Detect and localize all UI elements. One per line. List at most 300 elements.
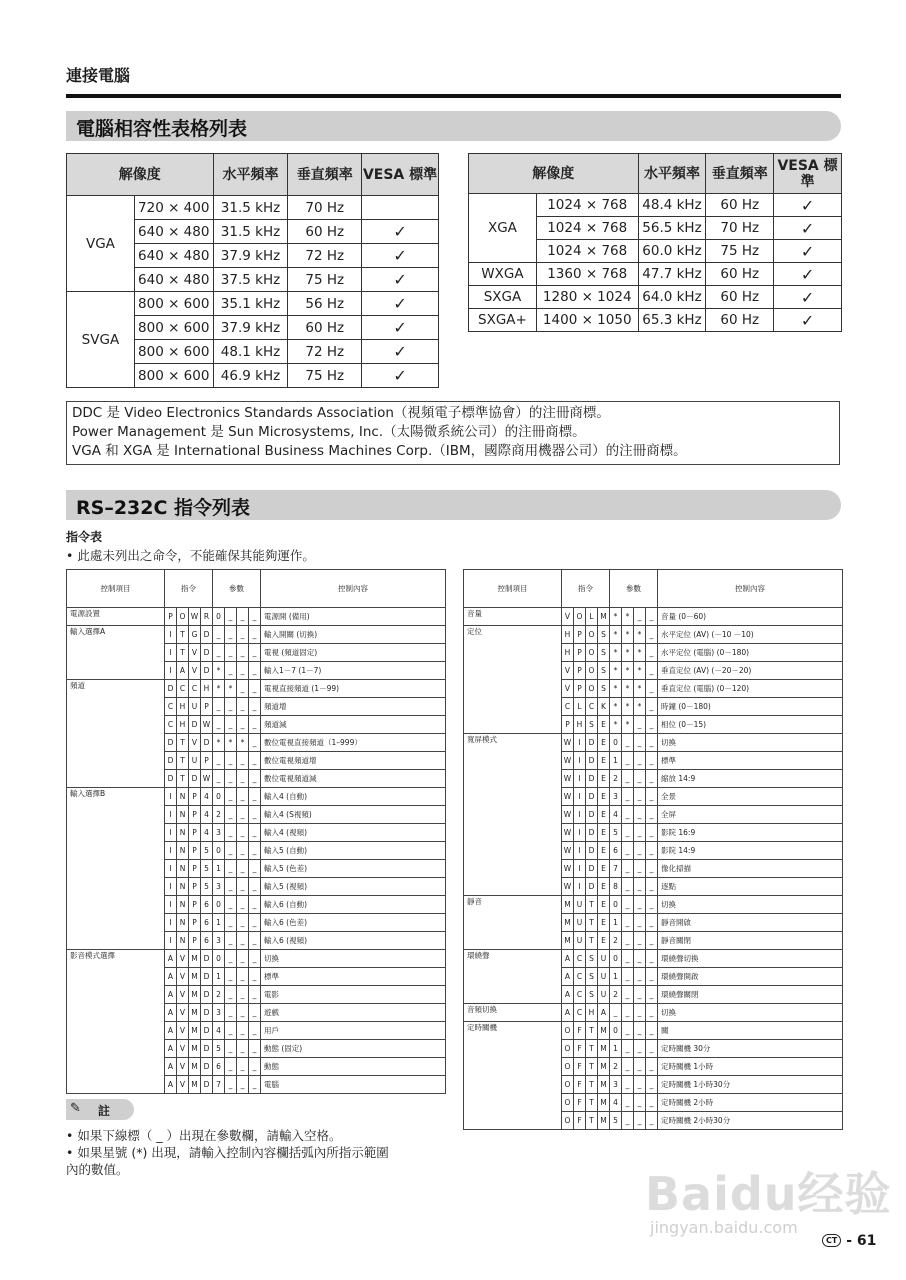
- control-item-cell: 輸入選擇B: [67, 788, 165, 806]
- command-char: W: [562, 770, 574, 788]
- control-content-cell: 遊戲: [261, 1004, 446, 1022]
- parameter-char: 2: [213, 806, 225, 824]
- parameter-char: _: [622, 1004, 634, 1022]
- parameter-char: _: [622, 986, 634, 1004]
- parameter-char: _: [622, 878, 634, 896]
- control-item-cell: [67, 1076, 165, 1094]
- command-char: E: [598, 842, 610, 860]
- notes-label: [66, 1099, 134, 1120]
- command-char: S: [586, 716, 598, 734]
- command-char: E: [598, 860, 610, 878]
- vesa-check-icon: ✓: [774, 286, 842, 309]
- table-row: [464, 1022, 843, 1040]
- table-row: [464, 680, 843, 698]
- command-char: T: [586, 1076, 598, 1094]
- parameter-char: _: [646, 680, 658, 698]
- table-row: [67, 950, 446, 968]
- hfreq-cell: 37.5 kHz: [213, 268, 288, 292]
- group-name: XGA: [469, 194, 537, 263]
- command-char: V: [562, 680, 574, 698]
- col-header-command: 指令: [165, 570, 213, 608]
- command-table-note: • 此處未列出之命令，不能確保其能夠運作。: [66, 548, 315, 563]
- command-char: A: [165, 1004, 177, 1022]
- command-table-heading: 指令表: [66, 530, 103, 544]
- control-item-cell: [464, 698, 562, 716]
- command-char: V: [177, 986, 189, 1004]
- control-content-cell: 切換: [658, 734, 843, 752]
- parameter-char: _: [237, 1076, 249, 1094]
- command-char: O: [562, 1058, 574, 1076]
- command-char: M: [598, 1112, 610, 1130]
- parameter-char: _: [249, 932, 261, 950]
- parameter-char: _: [249, 752, 261, 770]
- command-char: E: [598, 752, 610, 770]
- command-char: O: [574, 608, 586, 626]
- control-content-cell: 垂直定位 (電腦) (0－120): [658, 680, 843, 698]
- parameter-char: _: [237, 1004, 249, 1022]
- control-item-cell: [464, 662, 562, 680]
- command-char: D: [586, 770, 598, 788]
- command-char: E: [598, 824, 610, 842]
- command-char: I: [165, 788, 177, 806]
- command-char: C: [574, 950, 586, 968]
- vfreq-cell: 75 Hz: [288, 268, 362, 292]
- control-content-cell: 全景: [658, 788, 843, 806]
- parameter-char: 3: [610, 788, 622, 806]
- parameter-char: _: [249, 824, 261, 842]
- control-content-cell: 電視 (頻道固定): [261, 644, 446, 662]
- command-char: A: [562, 1004, 574, 1022]
- command-char: D: [586, 878, 598, 896]
- parameter-char: 0: [213, 842, 225, 860]
- parameter-char: 3: [213, 1004, 225, 1022]
- vesa-check-icon: ✓: [362, 364, 439, 388]
- parameter-char: 2: [610, 770, 622, 788]
- command-char: T: [586, 1058, 598, 1076]
- section-title-rs232: RS–232C 指令列表: [76, 497, 251, 519]
- control-item-cell: [464, 1112, 562, 1130]
- command-char: V: [189, 644, 201, 662]
- command-char: O: [586, 626, 598, 644]
- control-item-cell: 定時關機: [464, 1022, 562, 1040]
- vesa-check-icon: ✓: [362, 268, 439, 292]
- parameter-char: _: [225, 662, 237, 680]
- col-header-parameter: 參數: [610, 570, 658, 608]
- note-line: • 如果下線標（ _ ）出現在參數欄，請輸入空格。: [66, 1128, 342, 1143]
- command-char: S: [598, 626, 610, 644]
- parameter-char: _: [622, 1076, 634, 1094]
- command-char: P: [189, 842, 201, 860]
- parameter-char: *: [610, 698, 622, 716]
- parameter-char: _: [646, 968, 658, 986]
- control-content-cell: 標準: [261, 968, 446, 986]
- parameter-char: _: [622, 968, 634, 986]
- parameter-char: _: [646, 716, 658, 734]
- command-char: T: [586, 1022, 598, 1040]
- control-item-cell: [464, 824, 562, 842]
- parameter-char: _: [237, 914, 249, 932]
- command-char: P: [574, 644, 586, 662]
- command-char: A: [165, 968, 177, 986]
- control-content-cell: 輸入4 (自動): [261, 788, 446, 806]
- table-row: [464, 662, 843, 680]
- vfreq-cell: 60 Hz: [706, 286, 774, 309]
- parameter-char: _: [225, 770, 237, 788]
- resolution-cell: 1024 × 768: [536, 240, 638, 263]
- command-char: I: [165, 896, 177, 914]
- command-char: D: [165, 770, 177, 788]
- table-row: [67, 806, 446, 824]
- command-char: S: [586, 950, 598, 968]
- table-row: [464, 1094, 843, 1112]
- vfreq-cell: 72 Hz: [288, 244, 362, 268]
- parameter-char: _: [646, 1058, 658, 1076]
- parameter-char: _: [646, 1112, 658, 1130]
- parameter-char: _: [213, 626, 225, 644]
- parameter-char: 4: [213, 1022, 225, 1040]
- parameter-char: _: [237, 824, 249, 842]
- col-header: 水平頻率: [213, 154, 288, 196]
- table-row: [67, 662, 446, 680]
- control-item-cell: [67, 860, 165, 878]
- control-item-cell: [67, 662, 165, 680]
- table-row: [469, 286, 842, 309]
- command-char: W: [562, 842, 574, 860]
- table-row: [464, 824, 843, 842]
- vesa-check-icon: ✓: [362, 316, 439, 340]
- table-row: [464, 608, 843, 626]
- parameter-char: 3: [213, 878, 225, 896]
- command-char: O: [562, 1076, 574, 1094]
- parameter-char: *: [622, 626, 634, 644]
- command-char: H: [177, 716, 189, 734]
- table-row: [464, 626, 843, 644]
- vesa-check-icon: ✓: [774, 309, 842, 332]
- table-row: [67, 292, 439, 316]
- parameter-char: _: [634, 860, 646, 878]
- control-item-cell: 頻道: [67, 680, 165, 698]
- command-char: V: [177, 1040, 189, 1058]
- col-header: 水平頻率: [638, 154, 706, 194]
- parameter-char: *: [622, 662, 634, 680]
- parameter-char: _: [634, 1112, 646, 1130]
- control-content-cell: 輸入開關 (切換): [261, 626, 446, 644]
- page-number: [822, 1233, 876, 1249]
- vfreq-cell: 75 Hz: [706, 240, 774, 263]
- command-char: U: [574, 932, 586, 950]
- command-char: W: [562, 806, 574, 824]
- command-char: H: [586, 1004, 598, 1022]
- command-char: O: [562, 1022, 574, 1040]
- control-content-cell: 垂直定位 (AV) (－20－20): [658, 662, 843, 680]
- control-item-cell: [464, 1094, 562, 1112]
- parameter-char: _: [634, 1058, 646, 1076]
- command-char: N: [177, 806, 189, 824]
- command-char: F: [574, 1040, 586, 1058]
- command-table-left: [66, 569, 446, 1094]
- parameter-char: _: [622, 1022, 634, 1040]
- command-char: M: [598, 1058, 610, 1076]
- vfreq-cell: 56 Hz: [288, 292, 362, 316]
- command-char: M: [598, 1076, 610, 1094]
- table-row: [67, 842, 446, 860]
- command-char: M: [189, 968, 201, 986]
- parameter-char: 8: [610, 878, 622, 896]
- command-char: G: [189, 626, 201, 644]
- parameter-char: _: [634, 1022, 646, 1040]
- vfreq-cell: 60 Hz: [288, 220, 362, 244]
- parameter-char: _: [646, 878, 658, 896]
- control-item-cell: [464, 1040, 562, 1058]
- command-char: H: [562, 644, 574, 662]
- parameter-char: *: [213, 734, 225, 752]
- parameter-char: _: [634, 716, 646, 734]
- control-content-cell: 水平定位 (電腦) (0－180): [658, 644, 843, 662]
- command-char: N: [177, 914, 189, 932]
- table-row: [464, 842, 843, 860]
- command-char: A: [562, 986, 574, 1004]
- parameter-char: _: [634, 1040, 646, 1058]
- parameter-char: _: [634, 608, 646, 626]
- parameter-char: 0: [213, 950, 225, 968]
- command-char: I: [165, 878, 177, 896]
- control-item-cell: 影音模式選擇: [67, 950, 165, 968]
- vesa-check-icon: ✓: [362, 340, 439, 364]
- parameter-char: _: [249, 1076, 261, 1094]
- parameter-char: _: [225, 608, 237, 626]
- resolution-cell: 1280 × 1024: [536, 286, 638, 309]
- parameter-char: _: [225, 626, 237, 644]
- parameter-char: *: [622, 608, 634, 626]
- parameter-char: _: [237, 1022, 249, 1040]
- parameter-char: _: [237, 986, 249, 1004]
- parameter-char: _: [622, 752, 634, 770]
- parameter-char: _: [622, 932, 634, 950]
- table-row: [67, 1004, 446, 1022]
- command-char: R: [201, 608, 213, 626]
- command-char: E: [598, 896, 610, 914]
- col-header: 垂直頻率: [706, 154, 774, 194]
- command-char: A: [165, 1022, 177, 1040]
- command-char: C: [177, 680, 189, 698]
- command-char: D: [201, 644, 213, 662]
- command-char: P: [189, 824, 201, 842]
- control-content-cell: 定時關機 2小時30分: [658, 1112, 843, 1130]
- parameter-char: _: [634, 986, 646, 1004]
- parameter-char: *: [622, 644, 634, 662]
- table-row: [464, 1058, 843, 1076]
- parameter-char: 0: [610, 950, 622, 968]
- parameter-char: _: [622, 788, 634, 806]
- command-char: W: [201, 770, 213, 788]
- control-item-cell: [67, 1058, 165, 1076]
- hfreq-cell: 47.7 kHz: [638, 263, 706, 286]
- parameter-char: _: [646, 626, 658, 644]
- hfreq-cell: 35.1 kHz: [213, 292, 288, 316]
- command-char: V: [177, 1076, 189, 1094]
- parameter-char: _: [213, 698, 225, 716]
- command-char: N: [177, 878, 189, 896]
- command-char: N: [177, 932, 189, 950]
- command-char: 6: [201, 914, 213, 932]
- command-char: T: [177, 626, 189, 644]
- command-char: C: [574, 986, 586, 1004]
- parameter-char: _: [634, 734, 646, 752]
- command-char: P: [574, 662, 586, 680]
- command-char: I: [574, 824, 586, 842]
- parameter-char: _: [646, 1022, 658, 1040]
- command-char: M: [189, 1058, 201, 1076]
- parameter-char: 4: [610, 1094, 622, 1112]
- command-char: C: [165, 698, 177, 716]
- command-char: T: [586, 1094, 598, 1112]
- parameter-char: 5: [213, 1040, 225, 1058]
- control-content-cell: 靜音關閉: [658, 932, 843, 950]
- command-table-right: [463, 569, 843, 1130]
- hfreq-cell: 31.5 kHz: [213, 196, 288, 220]
- command-char: T: [177, 644, 189, 662]
- command-char: W: [562, 860, 574, 878]
- control-content-cell: 全屏: [658, 806, 843, 824]
- command-char: I: [574, 770, 586, 788]
- command-char: M: [562, 932, 574, 950]
- command-char: F: [574, 1058, 586, 1076]
- parameter-char: _: [634, 1004, 646, 1022]
- table-row: [464, 860, 843, 878]
- parameter-char: 0: [213, 788, 225, 806]
- command-char: U: [598, 950, 610, 968]
- parameter-char: _: [237, 716, 249, 734]
- parameter-char: 2: [610, 932, 622, 950]
- col-header-control-content: 控制內容: [658, 570, 843, 608]
- control-item-cell: [67, 806, 165, 824]
- parameter-char: 0: [610, 734, 622, 752]
- command-char: A: [165, 1076, 177, 1094]
- vfreq-cell: 72 Hz: [288, 340, 362, 364]
- control-content-cell: 輸入6 (色差): [261, 914, 446, 932]
- table-row: [464, 986, 843, 1004]
- control-item-cell: [67, 1004, 165, 1022]
- parameter-char: _: [646, 914, 658, 932]
- control-item-cell: 電源設置: [67, 608, 165, 626]
- parameter-char: _: [646, 986, 658, 1004]
- command-char: D: [586, 806, 598, 824]
- parameter-char: _: [622, 1058, 634, 1076]
- parameter-char: *: [610, 716, 622, 734]
- page-number-value: 61: [856, 1233, 877, 1249]
- group-name: SXGA: [469, 286, 537, 309]
- command-char: I: [165, 806, 177, 824]
- command-char: D: [586, 842, 598, 860]
- table-row: [464, 950, 843, 968]
- table-row: [67, 860, 446, 878]
- command-char: O: [586, 662, 598, 680]
- parameter-char: 5: [610, 1112, 622, 1130]
- control-content-cell: 輸入5 (色差): [261, 860, 446, 878]
- control-item-cell: [464, 986, 562, 1004]
- control-item-cell: [464, 770, 562, 788]
- command-char: U: [189, 752, 201, 770]
- parameter-char: _: [249, 986, 261, 1004]
- command-char: N: [177, 842, 189, 860]
- control-item-cell: [67, 824, 165, 842]
- command-char: 4: [201, 806, 213, 824]
- command-char: P: [562, 716, 574, 734]
- command-char: D: [586, 788, 598, 806]
- parameter-char: _: [225, 788, 237, 806]
- command-char: W: [562, 878, 574, 896]
- parameter-char: _: [249, 716, 261, 734]
- parameter-char: _: [249, 1040, 261, 1058]
- command-char: D: [201, 734, 213, 752]
- command-char: 5: [201, 842, 213, 860]
- parameter-char: 5: [610, 824, 622, 842]
- table-row: [67, 680, 446, 698]
- parameter-char: _: [249, 788, 261, 806]
- table-row: [67, 896, 446, 914]
- control-content-cell: 環繞聲開啟: [658, 968, 843, 986]
- command-char: S: [598, 680, 610, 698]
- command-char: D: [189, 770, 201, 788]
- parameter-char: *: [610, 644, 622, 662]
- header-rule: [66, 94, 841, 98]
- parameter-char: _: [646, 752, 658, 770]
- command-char: M: [189, 1076, 201, 1094]
- parameter-char: 0: [610, 896, 622, 914]
- command-char: C: [165, 716, 177, 734]
- table-row: [464, 752, 843, 770]
- command-char: I: [165, 644, 177, 662]
- parameter-char: _: [249, 626, 261, 644]
- command-char: V: [177, 1058, 189, 1076]
- table-row: [67, 932, 446, 950]
- hfreq-cell: 37.9 kHz: [213, 244, 288, 268]
- parameter-char: _: [237, 626, 249, 644]
- control-item-cell: [67, 878, 165, 896]
- parameter-char: _: [237, 968, 249, 986]
- parameter-char: *: [610, 662, 622, 680]
- control-item-cell: 環繞聲: [464, 950, 562, 968]
- parameter-char: _: [213, 644, 225, 662]
- parameter-char: _: [225, 878, 237, 896]
- command-char: 6: [201, 932, 213, 950]
- parameter-char: _: [237, 698, 249, 716]
- command-char: M: [598, 1094, 610, 1112]
- command-char: C: [189, 680, 201, 698]
- parameter-char: _: [225, 824, 237, 842]
- parameter-char: _: [634, 842, 646, 860]
- parameter-char: 7: [610, 860, 622, 878]
- parameter-char: *: [610, 680, 622, 698]
- note-line: 內的數值。: [66, 1162, 129, 1177]
- control-item-cell: 寬屏模式: [464, 734, 562, 752]
- command-char: W: [189, 608, 201, 626]
- table-row: [67, 644, 446, 662]
- parameter-char: _: [622, 914, 634, 932]
- parameter-char: _: [646, 698, 658, 716]
- control-item-cell: [464, 1076, 562, 1094]
- control-item-cell: [464, 788, 562, 806]
- command-char: F: [574, 1022, 586, 1040]
- parameter-char: _: [622, 950, 634, 968]
- command-char: P: [574, 680, 586, 698]
- command-char: I: [574, 806, 586, 824]
- command-char: P: [201, 698, 213, 716]
- parameter-char: _: [237, 770, 249, 788]
- control-item-cell: [67, 986, 165, 1004]
- parameter-char: _: [225, 1076, 237, 1094]
- command-char: D: [165, 734, 177, 752]
